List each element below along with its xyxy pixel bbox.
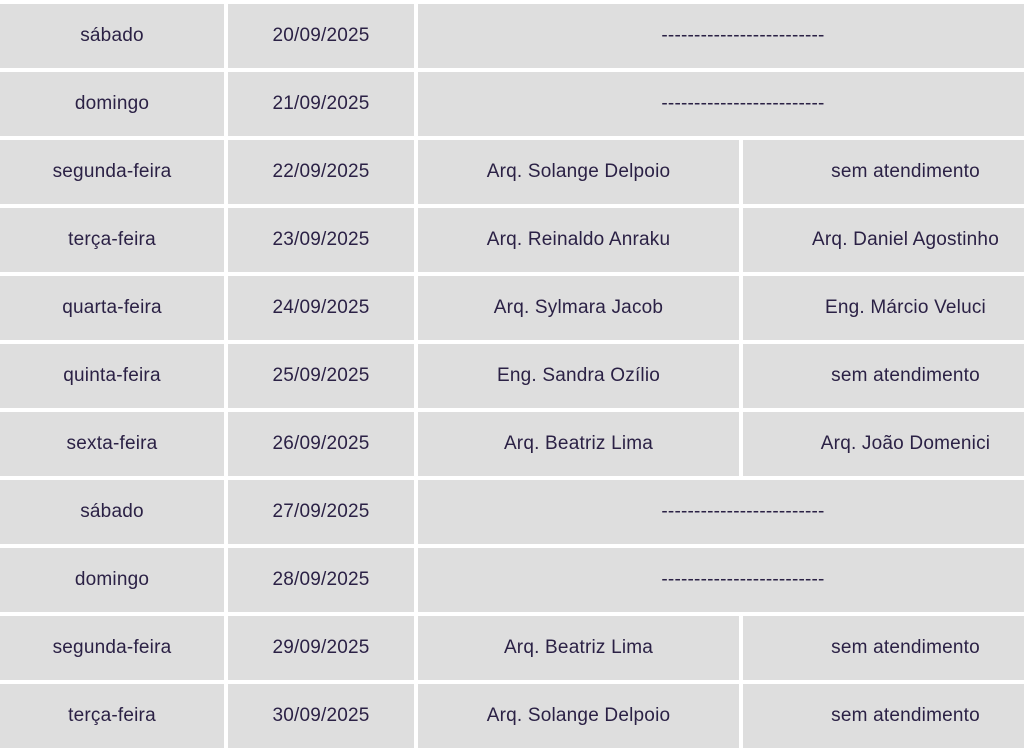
table-row (0, 72, 1024, 136)
cell-day-of-week: segunda-feira (0, 140, 228, 204)
cell-professional-morning: Arq. Beatriz Lima (418, 412, 743, 476)
cell-professional-morning: Arq. Beatriz Lima (418, 616, 743, 680)
cell-date: 22/09/2025 (228, 140, 418, 204)
table-row (0, 616, 1024, 680)
cell-date: 27/09/2025 (228, 480, 418, 544)
cell-professional-morning: Arq. Solange Delpoio (418, 684, 743, 748)
table-row (0, 276, 1024, 340)
cell-professional-afternoon: sem atendimento (743, 344, 1024, 408)
cell-day-of-week: terça-feira (0, 208, 228, 272)
cell-day-of-week: sexta-feira (0, 412, 228, 476)
cell-date: 21/09/2025 (228, 72, 418, 136)
cell-professional-afternoon: sem atendimento (743, 616, 1024, 680)
cell-date: 24/09/2025 (228, 276, 418, 340)
cell-professional-morning: Arq. Reinaldo Anraku (418, 208, 743, 272)
cell-day-of-week: domingo (0, 72, 228, 136)
table-row (0, 208, 1024, 272)
cell-day-of-week: quarta-feira (0, 276, 228, 340)
cell-day-of-week: sábado (0, 4, 228, 68)
cell-date: 20/09/2025 (228, 4, 418, 68)
cell-day-of-week: domingo (0, 548, 228, 612)
cell-day-of-week: sábado (0, 480, 228, 544)
cell-day-of-week: terça-feira (0, 684, 228, 748)
cell-professional-morning: Arq. Sylmara Jacob (418, 276, 743, 340)
cell-professional-afternoon: sem atendimento (743, 140, 1024, 204)
cell-date: 23/09/2025 (228, 208, 418, 272)
cell-professional-morning: Arq. Solange Delpoio (418, 140, 743, 204)
schedule-table-body (0, 4, 1024, 748)
cell-professional-afternoon: Arq. João Domenici (743, 412, 1024, 476)
table-row (0, 4, 1024, 68)
cell-no-service-placeholder: ------------------------- (418, 4, 1024, 68)
cell-no-service-placeholder: ------------------------- (418, 72, 1024, 136)
cell-day-of-week: quinta-feira (0, 344, 228, 408)
cell-date: 30/09/2025 (228, 684, 418, 748)
cell-professional-afternoon: sem atendimento (743, 684, 1024, 748)
cell-no-service-placeholder: ------------------------- (418, 548, 1024, 612)
cell-professional-morning: Eng. Sandra Ozílio (418, 344, 743, 408)
cell-date: 26/09/2025 (228, 412, 418, 476)
cell-professional-afternoon: Arq. Daniel Agostinho (743, 208, 1024, 272)
table-row (0, 344, 1024, 408)
table-row (0, 140, 1024, 204)
table-row (0, 548, 1024, 612)
table-row (0, 480, 1024, 544)
cell-date: 28/09/2025 (228, 548, 418, 612)
cell-day-of-week: segunda-feira (0, 616, 228, 680)
table-row (0, 684, 1024, 748)
cell-date: 29/09/2025 (228, 616, 418, 680)
cell-date: 25/09/2025 (228, 344, 418, 408)
table-row (0, 412, 1024, 476)
cell-professional-afternoon: Eng. Márcio Veluci (743, 276, 1024, 340)
cell-no-service-placeholder: ------------------------- (418, 480, 1024, 544)
